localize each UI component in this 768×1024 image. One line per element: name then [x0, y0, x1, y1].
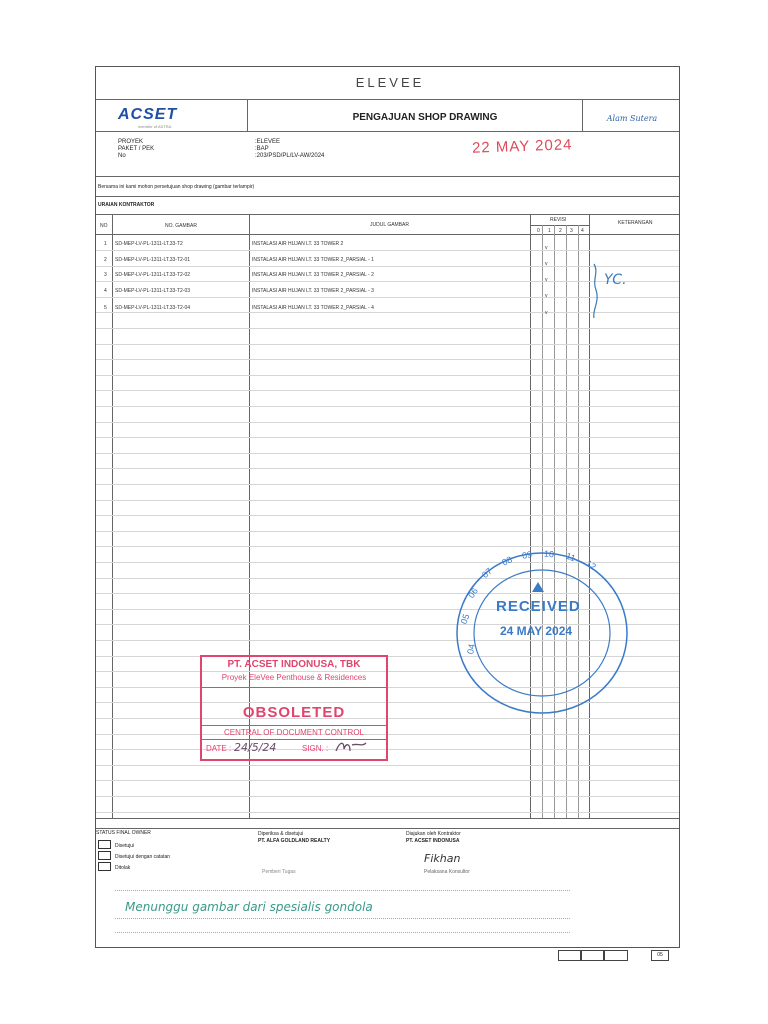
ruled-line [96, 375, 679, 376]
ring-number: 10 [543, 548, 555, 560]
row-no: 4 [104, 288, 107, 294]
divider [247, 100, 248, 131]
obsolete-project: Proyek EleVee Penthouse & Residences [221, 673, 367, 682]
ring-number: 08 [500, 554, 514, 568]
ruled-line [96, 437, 679, 438]
column-line [542, 225, 543, 818]
ruled-line [96, 422, 679, 423]
ruled-line [96, 796, 679, 797]
page-box [581, 950, 604, 961]
section-label: URAIAN KONTRAKTOR [98, 202, 155, 208]
option-disetujui-label: Disetujui [115, 843, 135, 849]
ruled-line [96, 406, 679, 407]
ruled-line [96, 515, 679, 516]
reviewed-label: Diperiksa & disetujui [258, 831, 304, 837]
signature-mark [332, 739, 372, 755]
acset-logo [118, 106, 177, 129]
obsolete-company: PT. ACSET INDONUSA, TBK [227, 659, 361, 670]
revisi-col-0: 0 [537, 228, 540, 234]
label-proyek: PROYEK [118, 139, 144, 145]
label-paket: PAKET / PEK [118, 146, 155, 152]
divider [96, 234, 679, 235]
row-title: INSTALASI AIR HUJAN LT. 33 TOWER 2_PARSIAL - 2 [252, 272, 374, 278]
ring-number: 11 [564, 550, 577, 564]
column-line [112, 214, 113, 818]
header-revisi: REVISI [550, 217, 567, 223]
page-number: 05 [651, 950, 669, 961]
column-line [566, 225, 567, 818]
intro-text: Bersama ini kami mohon persetujuan shop drawing (gambar terlampir) [98, 184, 255, 190]
divider [96, 818, 679, 819]
reviewed-company: PT. ALFA GOLDLAND REALTY [258, 838, 331, 844]
divider [530, 225, 589, 226]
header-no: NO [100, 223, 108, 229]
ruled-line [96, 250, 679, 251]
row-code: SD-MEP-LV-PL-1311-LT.33-T2-02 [115, 272, 191, 278]
divider [96, 99, 679, 100]
ruled-line [96, 500, 679, 501]
submitted-label: Diajukan oleh Kontraktor [406, 831, 461, 837]
row-code: SD-MEP-LV-PL-1311-LT.33-T2-01 [115, 257, 191, 263]
obsolete-status: OBSOLETED [242, 704, 346, 721]
ruled-line [96, 780, 679, 781]
alam-sutera-logo-text: Alam Sutera [606, 114, 658, 123]
handwritten-note: Menunggu gambar dari spesialis gondola [125, 900, 373, 914]
form-title: PENGAJUAN SHOP DRAWING [352, 112, 498, 123]
ruled-line [96, 390, 679, 391]
option-ditolak-checkbox[interactable] [98, 862, 111, 871]
ring-number: 09 [521, 549, 533, 561]
divider [202, 687, 386, 688]
contractor-signature: Fikhan [424, 852, 461, 865]
ruled-line [96, 468, 679, 469]
obsolete-sign-label: SIGN. : [302, 744, 329, 753]
row-check-mark: v [545, 310, 548, 316]
page-box [604, 950, 628, 961]
ruled-line [96, 359, 679, 360]
divider [96, 196, 679, 197]
header-keterangan: KETERANGAN [618, 220, 653, 226]
obsolete-date-value: 24/5/24 [234, 741, 277, 754]
revisi-col-3: 3 [570, 228, 573, 234]
ruled-line [96, 453, 679, 454]
row-title: INSTALASI AIR HUJAN LT. 33 TOWER 2_PARSIAL - 3 [252, 288, 374, 294]
divider [96, 176, 679, 177]
divider [115, 932, 570, 933]
acset-logo-sub: member of ASTRA [138, 124, 172, 129]
obsolete-stamp [200, 655, 388, 761]
revisi-col-4: 4 [581, 228, 584, 234]
header-judul: JUDUL GAMBAR [370, 222, 409, 228]
option-disetujui-checkbox[interactable] [98, 840, 111, 849]
page-box [558, 950, 581, 961]
column-line [530, 214, 531, 818]
divider [115, 918, 570, 919]
project-values [255, 139, 324, 160]
row-check-mark: v [545, 277, 548, 283]
ruled-line [96, 344, 679, 345]
status-label: STATUS FINAL OWNER [96, 830, 151, 836]
value-paket: :BAP [255, 146, 269, 152]
ring-number: 06 [466, 586, 480, 600]
option-ditolak-label: Ditolak [115, 865, 131, 871]
acset-logo-text: ACSET [118, 106, 178, 123]
row-title: INSTALASI AIR HUJAN LT. 33 TOWER 2 [252, 241, 344, 247]
ring-number: 12 [584, 558, 598, 572]
value-no: :203/PSD/PL/LV-AW/2024 [255, 153, 325, 159]
row-code: SD-MEP-LV-PL-1311-LT.33-T2-04 [115, 305, 191, 311]
ruled-line [96, 328, 679, 329]
keterangan-handwritten: YC. [604, 272, 627, 288]
row-title: INSTALASI AIR HUJAN LT. 33 TOWER 2_PARSIAL - 4 [252, 305, 374, 311]
received-date: 24 MAY 2024 [500, 624, 573, 638]
submitted-company: PT. ACSET INDONUSA [406, 838, 460, 844]
received-stamp [452, 548, 632, 718]
ruled-line [96, 484, 679, 485]
pelaksana-label: Pelaksana Konsultor [424, 869, 470, 875]
column-line [554, 225, 555, 818]
divider [96, 214, 679, 215]
ring-number: 07 [479, 565, 495, 581]
row-title: INSTALASI AIR HUJAN LT. 33 TOWER 2_PARSIAL - 1 [252, 257, 374, 263]
date-stamp: 22 MAY 2024 [471, 136, 573, 157]
received-word: RECEIVED [496, 598, 581, 615]
divider [582, 100, 583, 131]
ring-number: 05 [458, 612, 472, 626]
row-no: 2 [104, 257, 107, 263]
ruled-line [96, 765, 679, 766]
ring-number: 04 [465, 643, 477, 655]
brand-title: ELEVEE [355, 75, 425, 90]
obsolete-date-label: DATE : [206, 744, 232, 753]
header-no-gambar: NO. GAMBAR [165, 223, 197, 229]
row-check-mark: v [545, 245, 548, 251]
row-no: 3 [104, 272, 107, 278]
ruled-line [96, 531, 679, 532]
alam-sutera-logo [588, 108, 676, 126]
divider [96, 131, 679, 132]
row-check-mark: v [545, 261, 548, 267]
ruled-line [96, 812, 679, 813]
row-no: 1 [104, 241, 107, 247]
divider [202, 725, 386, 726]
form-frame [95, 66, 680, 948]
option-disetujui-catatan-label: Disetujui dengan catatan [115, 854, 171, 860]
label-no: No [118, 153, 126, 159]
revisi-col-2: 2 [559, 228, 562, 234]
row-check-mark: v [545, 293, 548, 299]
ruled-line [96, 546, 679, 547]
column-line [578, 225, 579, 818]
divider [115, 890, 570, 891]
value-proyek: :ELEVEE [255, 139, 281, 145]
row-code: SD-MEP-LV-PL-1311-LT.33-T2 [115, 241, 183, 247]
obsolete-dept: CENTRAL OF DOCUMENT CONTROL [223, 728, 364, 737]
pemberi-tugas-label: Pemberi Tugas [262, 869, 296, 875]
row-no: 5 [104, 305, 107, 311]
row-code: SD-MEP-LV-PL-1311-LT.33-T2-03 [115, 288, 191, 294]
project-labels [118, 139, 154, 160]
revisi-col-1: 1 [548, 228, 551, 234]
divider [96, 828, 679, 829]
option-disetujui-catatan-checkbox[interactable] [98, 851, 111, 860]
bracket-mark [590, 262, 604, 320]
